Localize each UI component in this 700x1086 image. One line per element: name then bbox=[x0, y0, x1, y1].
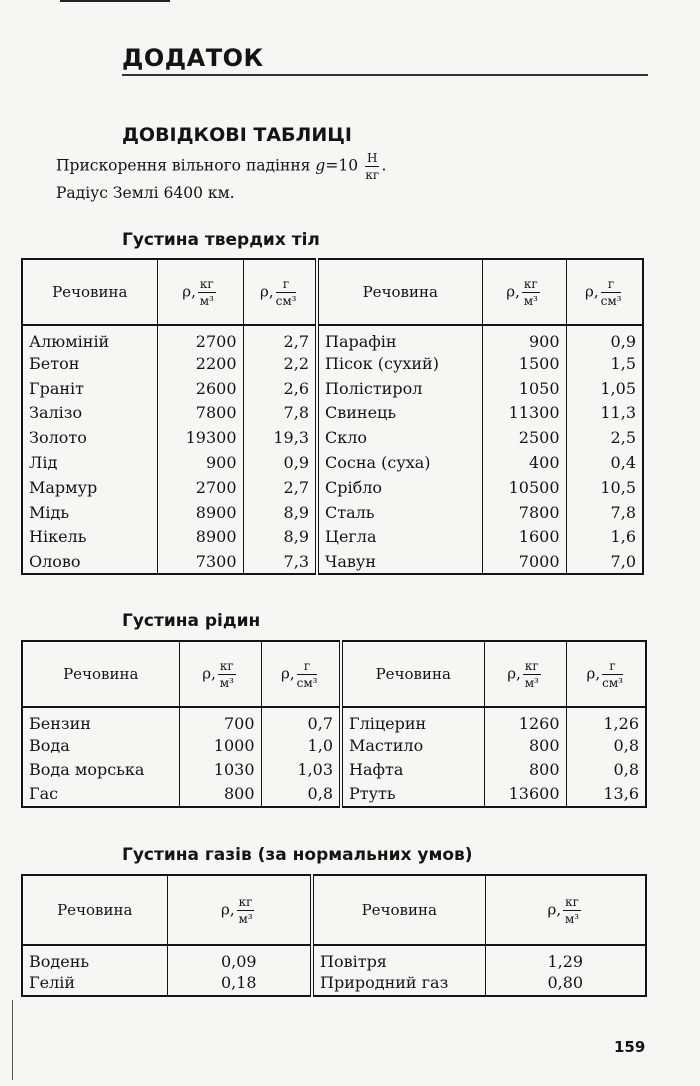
substance-name: Парафін bbox=[317, 325, 482, 351]
solids-col-substance-right: Речовина bbox=[317, 259, 482, 325]
substance-name: Ртуть bbox=[341, 782, 484, 807]
gravity-end: . bbox=[381, 156, 387, 175]
density-kg-m3: 1500 bbox=[482, 351, 566, 376]
substance-name: Залізо bbox=[22, 401, 157, 426]
liquids-title: Густина рідин bbox=[122, 611, 261, 631]
density-g-cm3: 2,6 bbox=[243, 376, 317, 401]
substance-name: Алюміній bbox=[22, 325, 157, 351]
table-row bbox=[22, 733, 646, 758]
table-row bbox=[22, 549, 643, 574]
substance-name: Нікель bbox=[22, 525, 157, 550]
liquids-col-kg-left: ρ, $\frac{кг}{\text{м³}}$ bbox=[179, 641, 261, 707]
density-g-cm3: 0,8 bbox=[566, 733, 646, 758]
density-g-cm3: 1,6 bbox=[566, 525, 643, 550]
substance-name: Нафта bbox=[341, 758, 484, 783]
table-row bbox=[22, 376, 643, 401]
substance-name: Золото bbox=[22, 425, 157, 450]
liquids-col-substance-left: Речовина bbox=[22, 641, 179, 707]
density-kg-m3: 800 bbox=[484, 733, 566, 758]
substance-name: Срібло bbox=[317, 475, 482, 500]
density-kg-m3: 11300 bbox=[482, 401, 566, 426]
density-g-cm3: 2,5 bbox=[566, 425, 643, 450]
density-g-cm3: 1,5 bbox=[566, 351, 643, 376]
page-number: 159 bbox=[614, 1038, 646, 1056]
radius-line: Радіус Землі 6400 км. bbox=[56, 184, 235, 202]
solids-col-kg-left: ρ, $\frac{кг}{\text{м³}}$ bbox=[157, 259, 243, 325]
solids-title: Густина твердих тіл bbox=[122, 230, 320, 250]
density-g-cm3: 1,03 bbox=[261, 758, 341, 783]
liquids-col-kg-right: ρ, $\frac{кг}{\text{м³}}$ bbox=[484, 641, 566, 707]
gravity-value: =10 bbox=[325, 156, 359, 175]
table-row bbox=[22, 707, 646, 733]
density-g-cm3: 1,05 bbox=[566, 376, 643, 401]
table-row bbox=[22, 782, 646, 807]
gases-col-substance-left: Речовина bbox=[22, 875, 167, 945]
substance-name: Олово bbox=[22, 549, 157, 574]
density-kg-m3: 13600 bbox=[484, 782, 566, 807]
density-g-cm3: 8,9 bbox=[243, 500, 317, 525]
table-row bbox=[22, 475, 643, 500]
table-row bbox=[22, 351, 643, 376]
density-kg-m3: 19300 bbox=[157, 425, 243, 450]
density-kg-m3: 1260 bbox=[484, 707, 566, 733]
density-g-cm3: 2,7 bbox=[243, 475, 317, 500]
gravity-unit-num: Н bbox=[367, 151, 378, 165]
density-kg-m3: 2700 bbox=[157, 475, 243, 500]
density-g-cm3: 7,8 bbox=[243, 401, 317, 426]
density-kg-m3: 7800 bbox=[482, 500, 566, 525]
margin-line bbox=[12, 1000, 13, 1080]
density-g-cm3: 0,8 bbox=[261, 782, 341, 807]
substance-name: Полістирол bbox=[317, 376, 482, 401]
density-kg-m3: 8900 bbox=[157, 500, 243, 525]
density-g-cm3: 0,4 bbox=[566, 450, 643, 475]
substance-name: Сталь bbox=[317, 500, 482, 525]
substance-name: Водень bbox=[22, 945, 167, 971]
substance-name: Природний газ bbox=[312, 971, 485, 996]
density-kg-m3: 400 bbox=[482, 450, 566, 475]
density-g-cm3: 7,3 bbox=[243, 549, 317, 574]
density-kg-m3: 1000 bbox=[179, 733, 261, 758]
substance-name: Повітря bbox=[312, 945, 485, 971]
table-row bbox=[22, 945, 646, 971]
density-g-cm3: 7,0 bbox=[566, 549, 643, 574]
density-kg-m3: 10500 bbox=[482, 475, 566, 500]
solids-col-g-left: ρ, $\frac{г}{\text{см³}}$ bbox=[243, 259, 317, 325]
substance-name: Гліцерин bbox=[341, 707, 484, 733]
gravity-text: Прискорення вільного падіння bbox=[56, 156, 311, 175]
substance-name: Скло bbox=[317, 425, 482, 450]
solids-col-substance-left: Речовина bbox=[22, 259, 157, 325]
table-row bbox=[22, 500, 643, 525]
gravity-line bbox=[56, 152, 386, 181]
density-kg-m3: 7800 bbox=[157, 401, 243, 426]
substance-name: Вода морська bbox=[22, 758, 179, 783]
solids-col-g-right: ρ, $\frac{г}{\text{см³}}$ bbox=[566, 259, 643, 325]
density-g-cm3: 1,0 bbox=[261, 733, 341, 758]
density-kg-m3: 900 bbox=[482, 325, 566, 351]
density-g-cm3: 0,7 bbox=[261, 707, 341, 733]
table-row bbox=[22, 325, 643, 351]
gases-col-kg-right: ρ, $\frac{кг}{\text{м³}}$ bbox=[485, 875, 646, 945]
liquids-col-substance-right: Речовина bbox=[341, 641, 484, 707]
title-rule bbox=[122, 74, 648, 76]
solids-table bbox=[21, 258, 644, 575]
density-kg-m3: 2200 bbox=[157, 351, 243, 376]
gases-col-kg-left: ρ, $\frac{кг}{\text{м³}}$ bbox=[167, 875, 312, 945]
substance-name: Вода bbox=[22, 733, 179, 758]
substance-name: Бензин bbox=[22, 707, 179, 733]
gravity-symbol: g bbox=[315, 156, 326, 175]
density-kg-m3: 700 bbox=[179, 707, 261, 733]
density-kg-m3: 1030 bbox=[179, 758, 261, 783]
solids-col-kg-right: ρ, $\frac{кг}{\text{м³}}$ bbox=[482, 259, 566, 325]
density-kg-m3: 800 bbox=[179, 782, 261, 807]
table-row bbox=[22, 425, 643, 450]
gases-col-substance-right: Речовина bbox=[312, 875, 485, 945]
subtitle: ДОВІДКОВІ ТАБЛИЦІ bbox=[122, 124, 352, 146]
density-g-cm3: 2,2 bbox=[243, 351, 317, 376]
liquids-table bbox=[21, 640, 647, 808]
density-kg-m3: 1050 bbox=[482, 376, 566, 401]
density-kg-m3: 7000 bbox=[482, 549, 566, 574]
density-g-cm3: 11,3 bbox=[566, 401, 643, 426]
density-g-cm3: 13,6 bbox=[566, 782, 646, 807]
substance-name: Гелій bbox=[22, 971, 167, 996]
substance-name: Пісок (сухий) bbox=[317, 351, 482, 376]
density-kg-m3: 800 bbox=[484, 758, 566, 783]
density-g-cm3: 7,8 bbox=[566, 500, 643, 525]
top-rule bbox=[60, 0, 170, 2]
gravity-unit-den: кг bbox=[365, 168, 380, 182]
substance-name: Свинець bbox=[317, 401, 482, 426]
density-kg-m3: 2600 bbox=[157, 376, 243, 401]
substance-name: Цегла bbox=[317, 525, 482, 550]
density-kg-m3: 0,09 bbox=[167, 945, 312, 971]
density-g-cm3: 19,3 bbox=[243, 425, 317, 450]
liquids-col-g-right: ρ, $\frac{г}{\text{см³}}$ bbox=[566, 641, 646, 707]
density-kg-m3: 2700 bbox=[157, 325, 243, 351]
substance-name: Граніт bbox=[22, 376, 157, 401]
gases-title: Густина газів (за нормальних умов) bbox=[122, 845, 473, 865]
substance-name: Мармур bbox=[22, 475, 157, 500]
substance-name: Гас bbox=[22, 782, 179, 807]
density-kg-m3: 1,29 bbox=[485, 945, 646, 971]
table-row bbox=[22, 450, 643, 475]
substance-name: Чавун bbox=[317, 549, 482, 574]
substance-name: Мідь bbox=[22, 500, 157, 525]
density-kg-m3: 7300 bbox=[157, 549, 243, 574]
substance-name: Мастило bbox=[341, 733, 484, 758]
density-kg-m3: 0,80 bbox=[485, 971, 646, 996]
density-g-cm3: 10,5 bbox=[566, 475, 643, 500]
substance-name: Сосна (суха) bbox=[317, 450, 482, 475]
density-g-cm3: 0,8 bbox=[566, 758, 646, 783]
gravity-unit bbox=[365, 152, 379, 181]
substance-name: Бетон bbox=[22, 351, 157, 376]
density-kg-m3: 0,18 bbox=[167, 971, 312, 996]
density-kg-m3: 900 bbox=[157, 450, 243, 475]
density-g-cm3: 0,9 bbox=[566, 325, 643, 351]
density-g-cm3: 8,9 bbox=[243, 525, 317, 550]
gases-table bbox=[21, 874, 647, 997]
density-kg-m3: 2500 bbox=[482, 425, 566, 450]
table-row bbox=[22, 401, 643, 426]
table-row bbox=[22, 971, 646, 996]
table-row bbox=[22, 525, 643, 550]
liquids-col-g-left: ρ, $\frac{г}{\text{см³}}$ bbox=[261, 641, 341, 707]
density-g-cm3: 0,9 bbox=[243, 450, 317, 475]
density-g-cm3: 1,26 bbox=[566, 707, 646, 733]
main-title: ДОДАТОК bbox=[122, 44, 264, 72]
density-g-cm3: 2,7 bbox=[243, 325, 317, 351]
substance-name: Лід bbox=[22, 450, 157, 475]
table-row bbox=[22, 758, 646, 783]
density-kg-m3: 1600 bbox=[482, 525, 566, 550]
density-kg-m3: 8900 bbox=[157, 525, 243, 550]
